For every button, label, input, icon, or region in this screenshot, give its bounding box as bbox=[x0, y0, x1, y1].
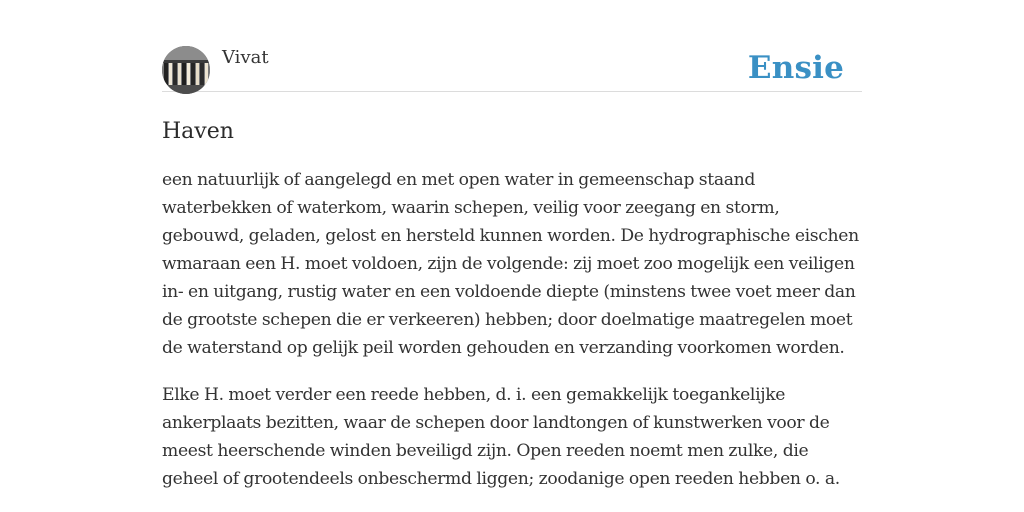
header bbox=[162, 46, 862, 92]
article-title: Haven bbox=[162, 119, 234, 144]
avatar[interactable] bbox=[162, 46, 210, 94]
page bbox=[162, 0, 862, 493]
author-name[interactable]: Vivat bbox=[222, 47, 269, 68]
brand-logo[interactable]: Ensie bbox=[747, 50, 844, 86]
article-body bbox=[162, 166, 862, 493]
article-paragraph: Elke H. moet verder een reede hebben, d. i. een gemakkelijk toegankelijke ankerplaats bezitten, waar de schepen door landtongen of kunstwerken voor de meest heerschende winden beveiligd zijn. Open reeden noemt men zulke, die geheel of grootendeels onbeschermd liggen; zoodanige open reeden hebben o. a. bbox=[162, 385, 840, 489]
article-paragraph: een natuurlijk of aangelegd en met open water in gemeenschap staand waterbekken of waterkom, waarin schepen, veilig voor zeegang en storm, gebouwd, geladen, gelost en hersteld kunnen worden. De hydrographische eischen wmaraan een H. moet voldoen, zijn de volgende: zij moet zoo mogelijk een veiligen in- en uitgang, rustig water en een voldoende diepte (minstens twee voet meer dan de grootste schepen die er verkeeren) hebben; door doelmatige maatregelen moet de waterstand op gelijk peil worden gehouden en verzanding voorkomen worden. bbox=[162, 170, 859, 358]
book-spines-avatar-icon bbox=[162, 46, 210, 94]
